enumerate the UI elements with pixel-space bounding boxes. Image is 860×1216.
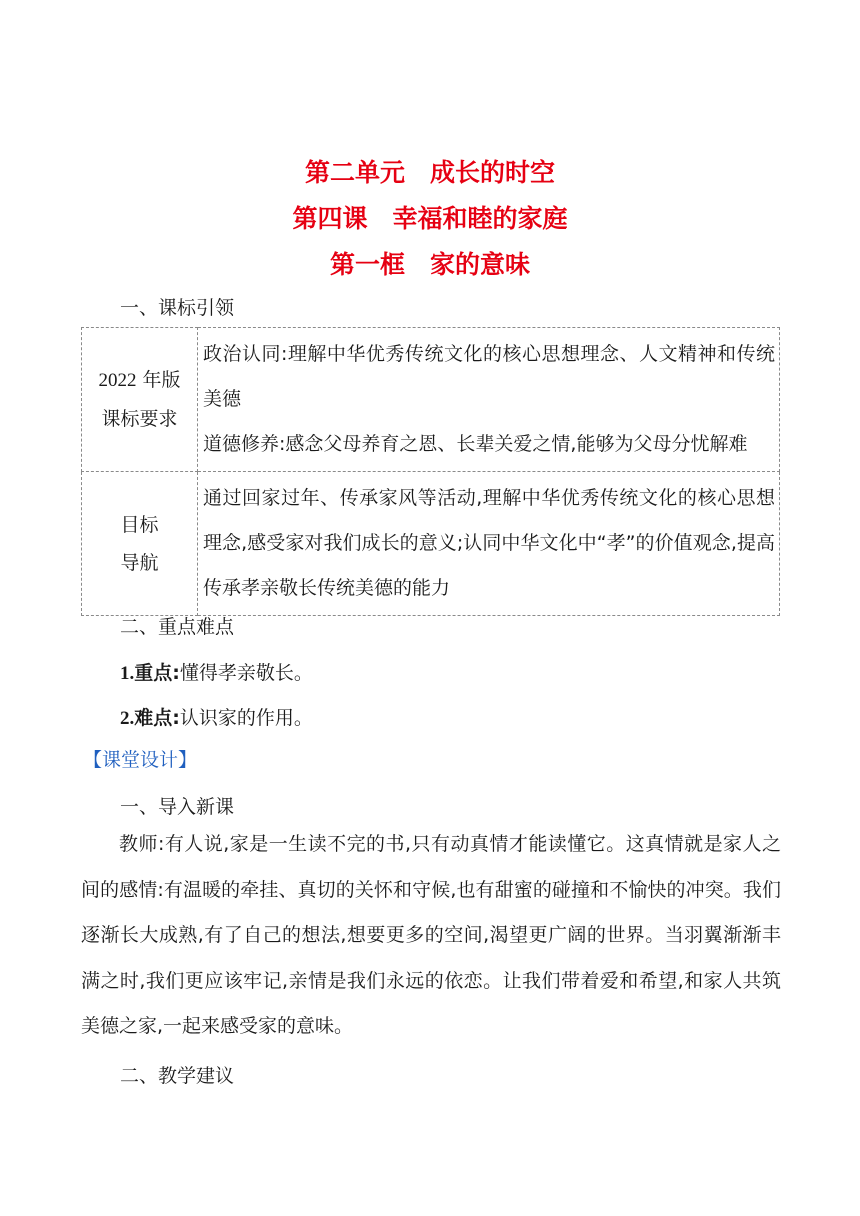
table-row-goals <box>82 472 780 616</box>
unit-title: 第二单元 成长的时空 <box>304 158 555 187</box>
difficulty-tag: 难点: <box>134 707 180 729</box>
label-cell-goals <box>82 472 198 616</box>
label-cell-standards <box>82 328 198 472</box>
curriculum-table <box>81 327 780 616</box>
lesson-title: 第四课 幸福和睦的家庭 <box>292 204 568 233</box>
label-year-suffix: 年版 <box>136 369 181 391</box>
difficulty-item <box>120 703 313 730</box>
key-point-tag: 重点: <box>134 662 180 684</box>
section-heading-curriculum: 一、课标引领 <box>120 297 235 319</box>
key-point-text: 懂得孝亲敬长。 <box>179 662 313 684</box>
label-line-2: 导航 <box>120 551 159 574</box>
label-line-1 <box>83 361 196 400</box>
section-heading-key-points: 二、重点难点 <box>120 616 235 638</box>
standards-paragraph: 道德修养:感念父母养育之恩、长辈关爱之情,能够为父母分忧解难 <box>203 433 748 455</box>
title-block <box>0 150 860 288</box>
standards-paragraph: 政治认同:理解中华优秀传统文化的核心思想理念、人文精神和传统美德 <box>203 343 775 410</box>
content-cell-standards <box>198 328 780 472</box>
key-point-number: 1. <box>120 663 135 684</box>
key-point-item <box>120 658 313 685</box>
label-line-2: 课标要求 <box>101 408 178 430</box>
section-heading-teaching: 二、教学建议 <box>120 1065 235 1087</box>
standards-content <box>203 332 775 467</box>
section-heading-intro: 一、导入新课 <box>120 796 235 818</box>
goals-content: 通过回家过年、传承家风等活动,理解中华优秀传统文化的核心思想理念,感受家对我们成长的意义;认同中华文化中“孝”的价值观念,提高传承孝亲敬长传统美德的能力 <box>203 487 775 599</box>
intro-paragraph: 教师:有人说,家是一生读不完的书,只有动真情才能读懂它。这真情就是家人之间的感情:有温暖的牵挂、真切的关怀和守候,也有甜蜜的碰撞和不愉快的冲突。我们逐渐长大成熟,有了自己的想法,想要更多的空间,渴望更广阔的世界。当羽翼渐渐丰满之时,我们更应该牢记,亲情是我们永远的依恋。让我们带着爱和希望,和家人共筑美德之家,一起来感受家的意味。 <box>81 833 781 1037</box>
label-line-1: 目标 <box>120 513 159 536</box>
difficulty-number: 2. <box>120 708 135 729</box>
content-cell-goals <box>198 472 780 616</box>
difficulty-text: 认识家的作用。 <box>179 707 313 729</box>
table-row-standards <box>82 328 780 472</box>
classroom-design-tag: 【课堂设计】 <box>83 749 198 771</box>
label-year: 2022 <box>98 370 137 391</box>
frame-title: 第一框 家的意味 <box>329 250 530 279</box>
